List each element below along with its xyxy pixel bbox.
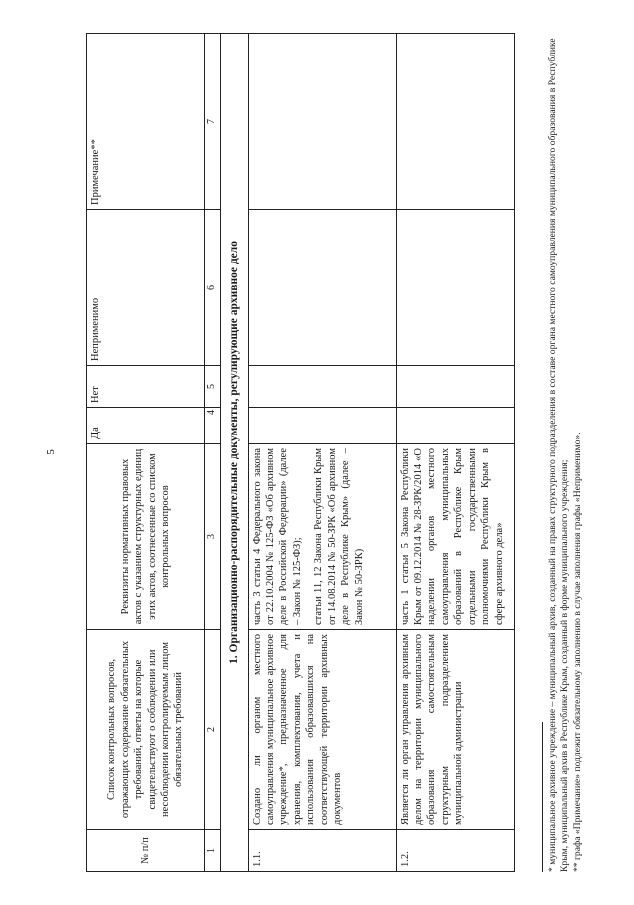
requisite-text: часть 1 статьи 5 Закона Республики Крым от 09.12.2014 № 28-ЗРК/2014 «О наделении органов местного самоуправления муниципальных образований в Республике Крым отдельными государственными полномочиями Республики Крым в сфере архивного дела» bbox=[399, 448, 505, 625]
section-title: 1. Организационно-распорядительные документы, регулирующие архивное дело bbox=[220, 34, 248, 872]
column-number: 1 bbox=[205, 830, 221, 872]
row-question: Является ли орган управления архивным делом на территории муниципального образования самостоятельным структурным подразделением муниципальной администрации bbox=[396, 630, 514, 830]
row-number: 1.1. bbox=[248, 830, 396, 872]
header-requisites: Реквизиты нормативных правовых актов с указанием структурных единиц этих актов, соотнесенные со списком контрольных вопросов bbox=[87, 444, 205, 630]
table-row bbox=[396, 34, 514, 872]
answer-na-cell[interactable] bbox=[396, 210, 514, 366]
footnote: * муниципальное архивное учреждение – муниципальный архив, созданный на правах структурного подразделения в составе органа местного самоуправления муниципального образования в Республике Крым, муниципальный архив в Республике Крым, созданный в форме муниципального учреждения; bbox=[547, 38, 571, 872]
answer-na-cell[interactable] bbox=[248, 210, 396, 366]
table-header-row bbox=[87, 34, 205, 872]
page-number: 5 bbox=[44, 449, 57, 455]
footnotes bbox=[542, 34, 584, 872]
column-number: 2 bbox=[205, 630, 221, 830]
answer-no-cell[interactable] bbox=[248, 366, 396, 408]
row-requisites bbox=[248, 444, 396, 630]
requisite-text: часть 3 статьи 4 Федерального закона от 22.10.2004 № 125-ФЗ «Об архивном деле в Российской Федерации» (далее – Закон № 125-ФЗ); bbox=[251, 448, 303, 625]
note-cell[interactable] bbox=[396, 34, 514, 210]
answer-no-cell[interactable] bbox=[396, 366, 514, 408]
header-note: Примечание** bbox=[87, 34, 205, 210]
header-questions: Список контрольных вопросов, отражающих содержание обязательных требований, ответы на которые свидетельствуют о соблюдении или несоблюдении контролируемым лицом обязательных требований bbox=[87, 630, 205, 830]
header-no: Нет bbox=[87, 366, 205, 408]
answer-yes-cell[interactable] bbox=[248, 408, 396, 444]
footnote: ** графа «Примечание» подлежит обязательному заполнению в случае заполнения графы «Неприменимо». bbox=[571, 432, 583, 872]
header-num: № п/п bbox=[87, 830, 205, 872]
requisite-text: статьи 11, 12 Закона Республики Крым от 14.08.2014 № 50-ЗРК «Об архивном деле в Республике Крым» (далее – Закон № 50-ЗРК) bbox=[313, 448, 365, 625]
column-number: 5 bbox=[205, 366, 221, 408]
control-questions-table bbox=[86, 33, 515, 872]
header-na: Неприменимо bbox=[87, 210, 205, 366]
column-number: 3 bbox=[205, 444, 221, 630]
row-requisites bbox=[396, 444, 514, 630]
row-question: Создано ли органом местного самоуправления муниципальное архивное учреждение*, предназначенное для хранения, комплектования, учета и использования образовавшихся на соответствующей территории архивных документов bbox=[248, 630, 396, 830]
section-row bbox=[220, 34, 248, 872]
note-cell[interactable] bbox=[248, 34, 396, 210]
column-number: 7 bbox=[205, 34, 221, 210]
column-number: 6 bbox=[205, 210, 221, 366]
column-number: 4 bbox=[205, 408, 221, 444]
column-numbers-row bbox=[205, 34, 221, 872]
table-row bbox=[248, 34, 396, 872]
header-yes: Да bbox=[87, 408, 205, 444]
row-number: 1.2. bbox=[396, 830, 514, 872]
answer-yes-cell[interactable] bbox=[396, 408, 514, 444]
